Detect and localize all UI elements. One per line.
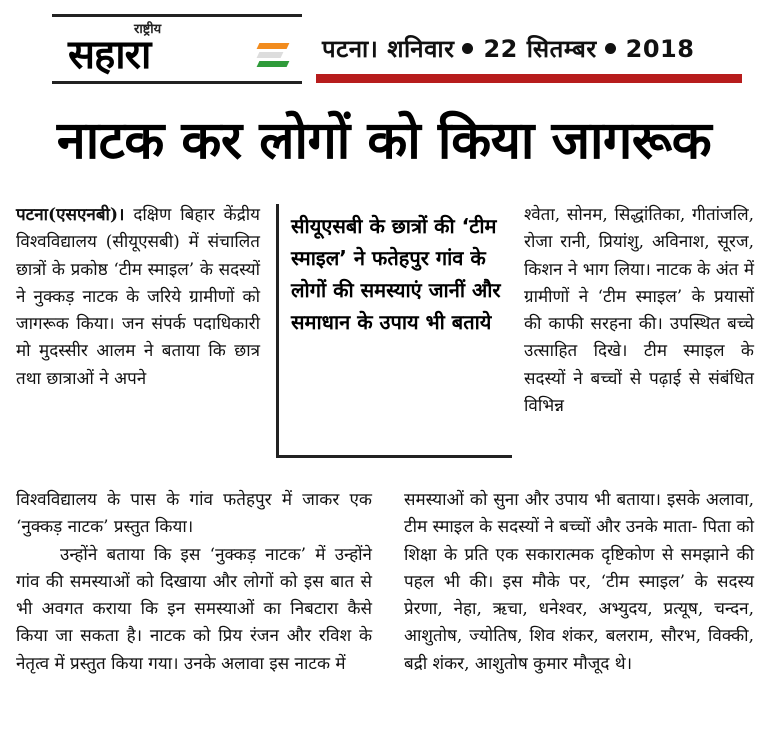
article-paragraph-3-cont: समस्याओं को सुना और उपाय भी बताया। इसके अलावा, टीम स्माइल के सदस्यों ने बच्चों और उनके माता- पिता को शिक्षा के प्रति एक सकारात्मक दृष्टिकोण से समझाने की पहल भी की। इस मौके पर, ‘टीम स्माइल’ के सदस्य प्रेरणा, नेहा, ऋचा, धनेश्वर, अभ्युदय, प्रत्यूष, चन्दन, आशुतोष, ज्योतिष, शिव शंकर, बलराम, सौरभ, विक्की, बद्री शंकर, आशुतोष कुमार मौजूद थे। [404, 490, 754, 674]
bullet-icon [462, 43, 473, 54]
dateline-date: 22 सितम्बर [483, 35, 597, 63]
article-headline: नाटक कर लोगों को किया जागरूक [56, 111, 712, 171]
article-column-right-bottom [404, 487, 754, 678]
highlight-text: सीयूएसबी के छात्रों की ‘टीम स्माइल’ ने फतेहपुर गांव के लोगों की समस्याएं जानीं और समाधान के उपाय भी बताये [291, 214, 501, 334]
tricolor-flag-icon [258, 43, 288, 67]
bullet-icon [605, 43, 616, 54]
dateline [322, 32, 694, 65]
dateline-city-day: पटना। शनिवार [322, 35, 455, 63]
article-column-left [16, 202, 260, 393]
article-paragraph-1-cont: विश्वविद्यालय के पास के गांव फतेहपुर में जाकर एक ‘नुक्कड़ नाटक’ प्रस्तुत किया। [16, 490, 372, 538]
highlight-box [276, 204, 512, 458]
article-paragraph-1: दक्षिण बिहार केंद्रीय विश्वविद्यालय (सीयूएसबी) में संचालित छात्रों के प्रकोष्ठ ‘टीम स्माइल’ के सदस्यों ने नुक्कड़ नाटक के जरिये ग्रामीणों को जागरूक किया। जन संपर्क पदाधिकारी मो मुदस्सीर आलम ने बताया कि छात्र तथा छात्राओं ने अपने [16, 205, 260, 389]
article-paragraph-2: उन्होंने बताया कि इस ‘नुक्कड़ नाटक’ में उन्होंने गांव की समस्याओं को दिखाया और लोगों को इस बात से भी अवगत कराया कि इन समस्याओं का निबटारा कैसे किया जा सकता है। नाटक को प्रिय रंजन और रविश के नेतृत्व में प्रस्तुत किया गया। उनके अलावा इस नाटक में [16, 544, 372, 674]
dateline-year: 2018 [625, 35, 695, 63]
masthead-logo-text: सहारा [68, 32, 151, 78]
masthead-subtitle: राष्ट्रीय [134, 22, 162, 37]
article-paragraph-3: श्वेता, सोनम, सिद्धांतिका, गीतांजलि, रोजा रानी, प्रियांशु, अविनाश, सूरज, किशन ने भाग लिया। नाटक के अंत में ग्रामीणों ने ‘टीम स्माइल’ के प्रयासों की काफी सरहना की। उपस्थित बच्चे उत्साहित दिखे। टीम स्माइल के सदस्यों ने बच्चों से पढ़ाई से संबंधित विभिन्न [524, 205, 754, 417]
article-byline: पटना(एसएनबी)। [16, 205, 125, 225]
article-column-left-bottom [16, 487, 372, 678]
newspaper-masthead [52, 14, 302, 84]
article-column-right [524, 202, 754, 420]
header-rule [316, 74, 742, 83]
